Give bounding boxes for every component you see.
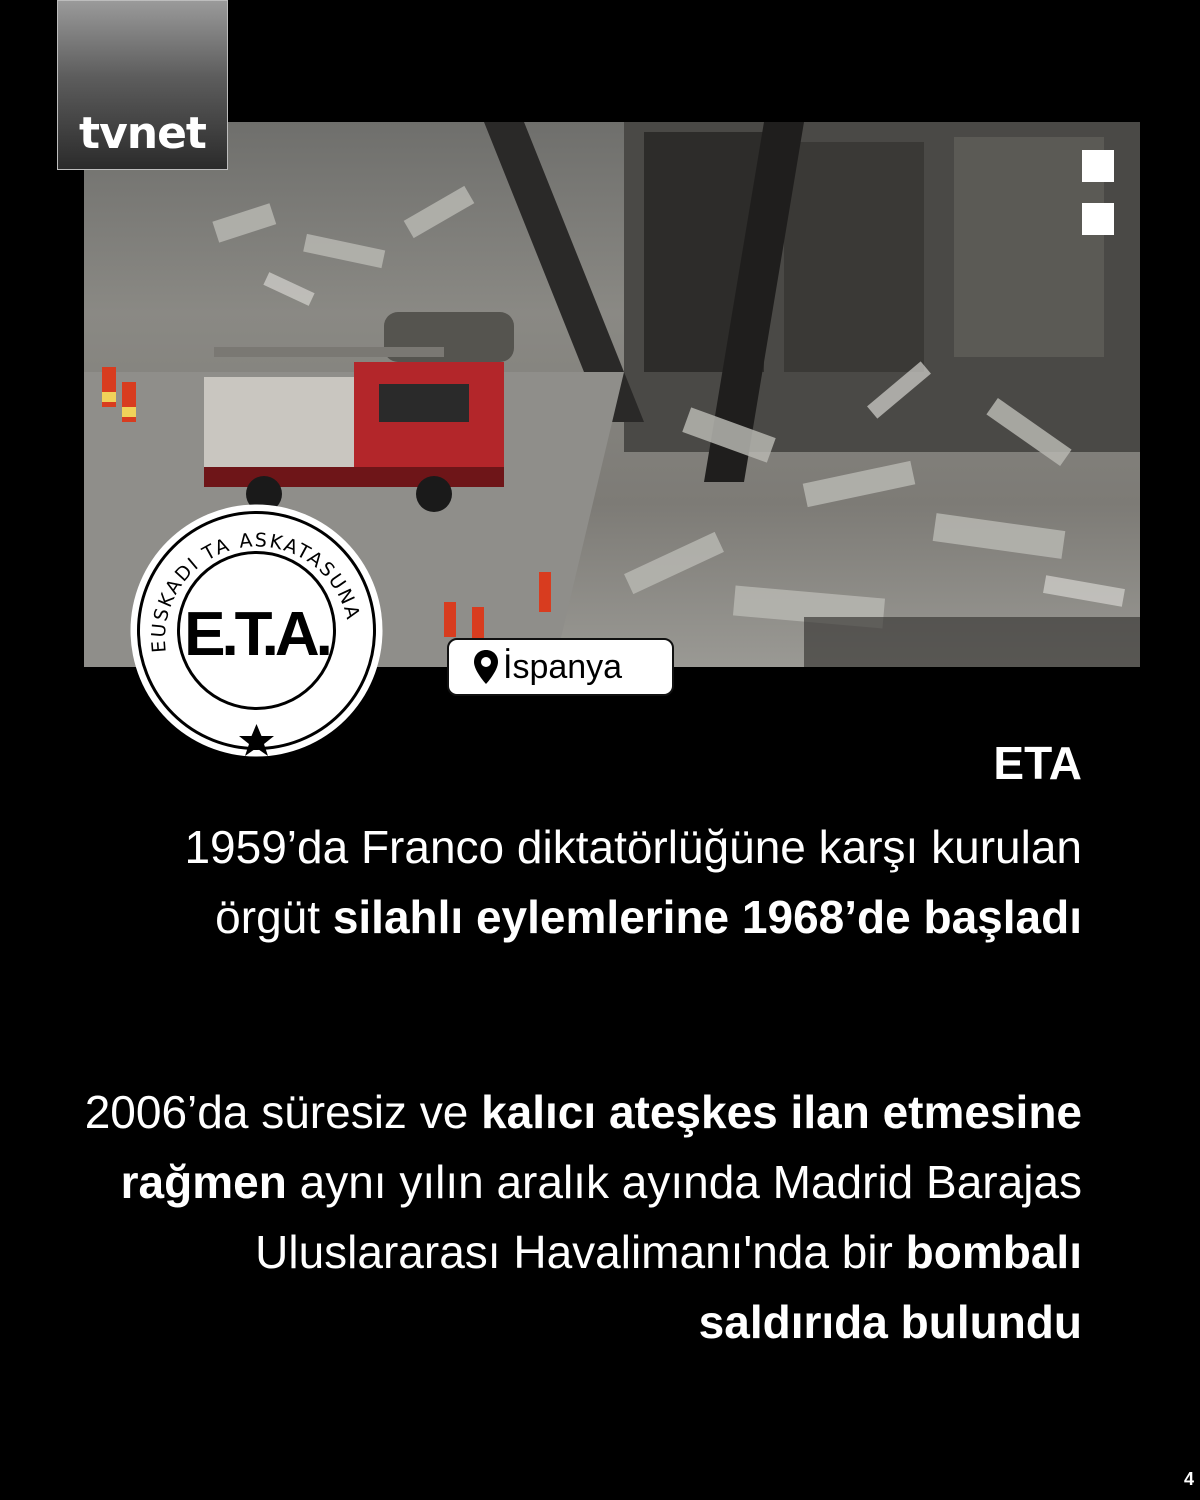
paragraph-text: 1959’da Franco diktatörlüğüne karşı kurulan örgüt — [184, 821, 1082, 943]
map-pin-icon — [473, 649, 499, 685]
eta-seal-logo — [128, 502, 385, 759]
paragraph-text: 2006’da süresiz ve — [84, 1086, 482, 1138]
slide-indicator-square — [1082, 150, 1114, 182]
paragraph-bold-text: bombalı saldırıda bulundu — [698, 1226, 1082, 1348]
paragraph-attack — [82, 1077, 1082, 1357]
location-badge — [447, 638, 674, 696]
paragraph-bold-text: kalıcı ateşkes ilan etmesine rağmen — [120, 1086, 1082, 1208]
seal-arc-text: EUSKADI TA ASKATASUNA — [147, 529, 365, 654]
article-heading: ETA — [993, 737, 1082, 789]
paragraph-founding — [82, 812, 1082, 952]
tvnet-logo — [57, 0, 228, 170]
location-label: İspanya — [503, 647, 623, 686]
logo-text: tvnet — [79, 108, 206, 159]
paragraph-bold-text: silahlı eylemlerine 1968’de başladı — [332, 891, 1082, 943]
page-number: 4 — [1183, 1469, 1194, 1489]
slide-indicator-square — [1082, 203, 1114, 235]
seal-center-text: E.T.A. — [184, 600, 329, 669]
paragraph-text: aynı yılın aralık ayında Madrid Barajas Uluslararası Havalimanı'nda bir — [255, 1156, 1082, 1278]
